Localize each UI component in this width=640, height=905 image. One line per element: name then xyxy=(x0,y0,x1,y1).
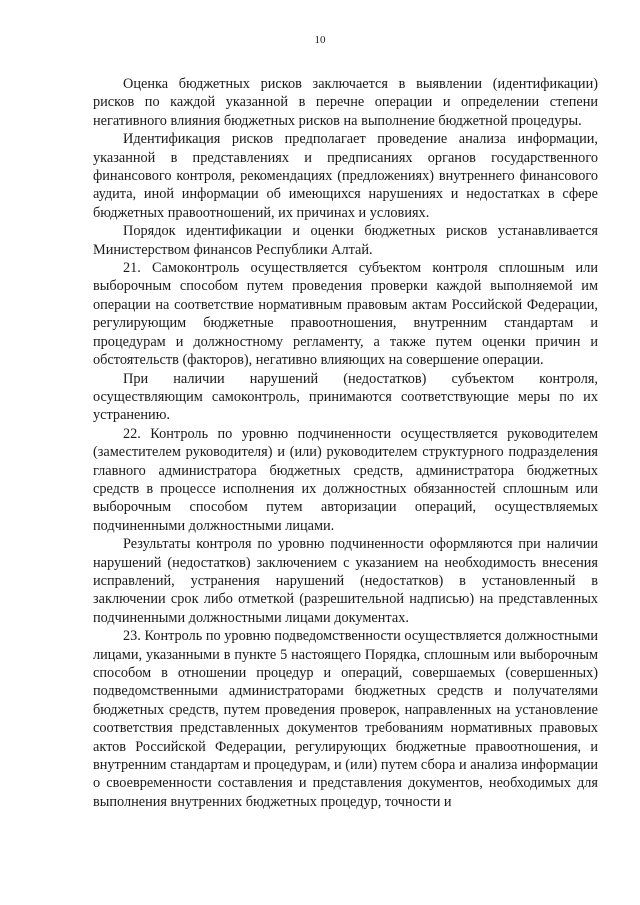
paragraph-item-23-departmental-control: 23. Контроль по уровню подведомственности осуществляется должностными лицами, указанными в пункте 5 настоящего Порядка, сплошным или выборочным способом в отношении процедур и операций, совершаемых (совершенных) подведомственными администраторами бюджетных средств и получателями бюджетных средств, путем проведения проверок, направленных на установление соответствия представленных документов требованиям нормативных правовых актов Российской Федерации, регулирующих бюджетные правоотношения, и внутренним стандартам и процедурам, и (или) путем сбора и анализа информации о своевременности составления и представления документов, необходимых для выполнения внутренних бюджетных процедур, точности и xyxy=(93,628,598,810)
paragraph-violations-remedy: При наличии нарушений (недостатков) субъектом контроля, осуществляющим самоконтроль, принимаются соответствующие меры по их устранению. xyxy=(93,370,598,424)
page-number: 10 xyxy=(314,34,326,46)
paragraph-item-22-subordination-control: 22. Контроль по уровню подчиненности осуществляется руководителем (заместителем руководителя) и (или) руководителем структурного подразделения главного администратора бюджетных средств, администратора бюджетных средств в процессе исполнения их должностных обязанностей сплошным или выборочным способом путем авторизации операций, осуществляемых подчиненными должностными лицами. xyxy=(93,425,598,534)
paragraph-risk-assessment: Оценка бюджетных рисков заключается в выявлении (идентификации) рисков по каждой указанной в перечне операции и определении степени негативного влияния бюджетных рисков на выполнение бюджетной процедуры. xyxy=(93,76,598,129)
paragraph-identification-procedure: Порядок идентификации и оценки бюджетных рисков устанавливается Министерством финансов Республики Алтай. xyxy=(93,223,598,258)
paragraph-item-21-self-control: 21. Самоконтроль осуществляется субъектом контроля сплошным или выборочным способом путем проведения проверки каждой выполняемой им операции на соответствие нормативным правовым актам Российской Федерации, регулирующим бюджетные правоотношения, внутренним стандартам и процедурам и должностному регламенту, а также путем оценки причин и обстоятельств (факторов), негативно влияющих на совершение операции. xyxy=(93,260,598,369)
paragraph-subordination-results: Результаты контроля по уровню подчиненности оформляются при наличии нарушений (недостатков) заключением с указанием на необходимость внесения исправлений, устранения нарушений (недостатков) в установленный в заключении срок либо отметкой (разрешительной надписью) на представленных подчиненными должностными лицами документах. xyxy=(93,536,598,626)
paragraph-risk-identification: Идентификация рисков предполагает проведение анализа информации, указанной в представлениях и предписаниях органов государственного финансового контроля, рекомендациях (предложениях) внутреннего финансового аудита, иной информации об имеющихся нарушениях и недостатках в сфере бюджетных правоотношений, их причинах и условиях. xyxy=(93,131,598,221)
document-body xyxy=(93,75,598,811)
